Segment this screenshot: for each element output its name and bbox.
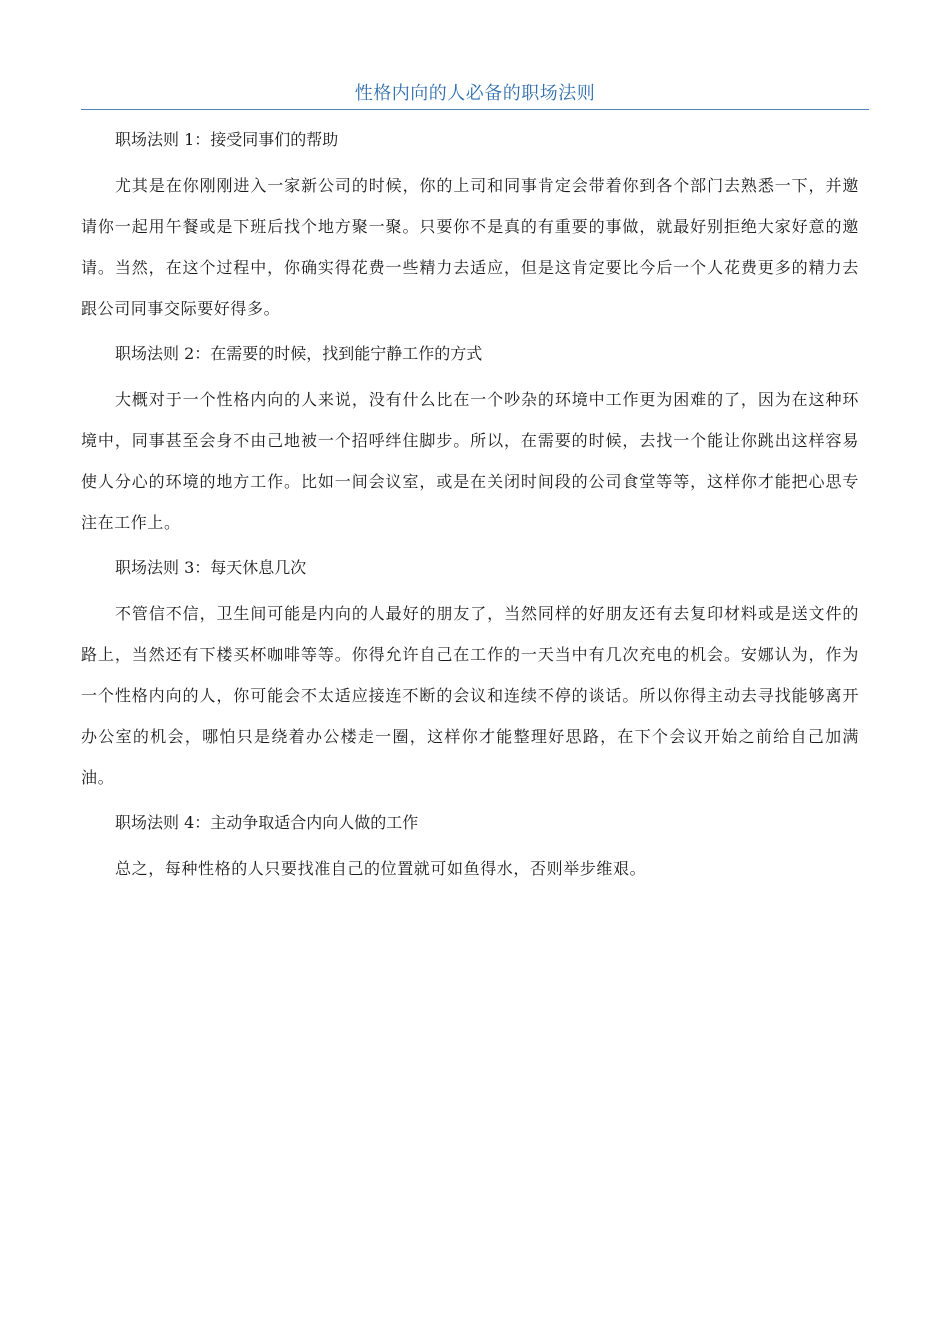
rule-4-heading: 职场法则 4：主动争取适合内向人做的工作 xyxy=(115,813,419,832)
rule-3-heading: 职场法则 3：每天休息几次 xyxy=(115,558,307,577)
rule-4-paragraph: 总之，每种性格的人只要找准自己的位置就可如鱼得水，否则举步维艰。 xyxy=(115,859,647,878)
rule-1-paragraph: 尤其是在你刚刚进入一家新公司的时候，你的上司和同事肯定会带着你到各个部门去熟悉一下，并邀请你一起用午餐或是下班后找个地方聚一聚。只要你不是真的有重要的事做，就最好别拒绝大家好意的邀请。当然，在这个过程中，你确实得花费一些精力去适应，但是这肯定要比今后一个人花费更多的精力去跟公司同事交际要好得多。 xyxy=(81,176,859,318)
rule-2-paragraph: 大概对于一个性格内向的人来说，没有什么比在一个吵杂的环境中工作更为困难的了，因为在这种环境中，同事甚至会身不由己地被一个招呼绊住脚步。所以，在需要的时候，去找一个能让你跳出这样容易使人分心的环境的地方工作。比如一间会议室，或是在关闭时间段的公司食堂等等，这样你才能把心思专注在工作上。 xyxy=(81,390,859,532)
rule-1-heading: 职场法则 1：接受同事们的帮助 xyxy=(115,130,339,149)
document-body xyxy=(81,122,859,889)
rule-3-paragraph: 不管信不信，卫生间可能是内向的人最好的朋友了，当然同样的好朋友还有去复印材料或是送文件的路上，当然还有下楼买杯咖啡等等。你得允许自己在工作的一天当中有几次充电的机会。安娜认为，作为一个性格内向的人，你可能会不太适应接连不断的会议和连续不停的谈话。所以你得主动去寻找能够离开办公室的机会，哪怕只是绕着办公楼走一圈，这样你才能整理好思路，在下个会议开始之前给自己加满油。 xyxy=(81,604,859,787)
rule-2-heading: 职场法则 2：在需要的时候，找到能宁静工作的方式 xyxy=(115,344,483,363)
document-title: 性格内向的人必备的职场法则 xyxy=(354,83,596,104)
header-divider xyxy=(81,109,869,110)
page-header xyxy=(81,80,869,110)
